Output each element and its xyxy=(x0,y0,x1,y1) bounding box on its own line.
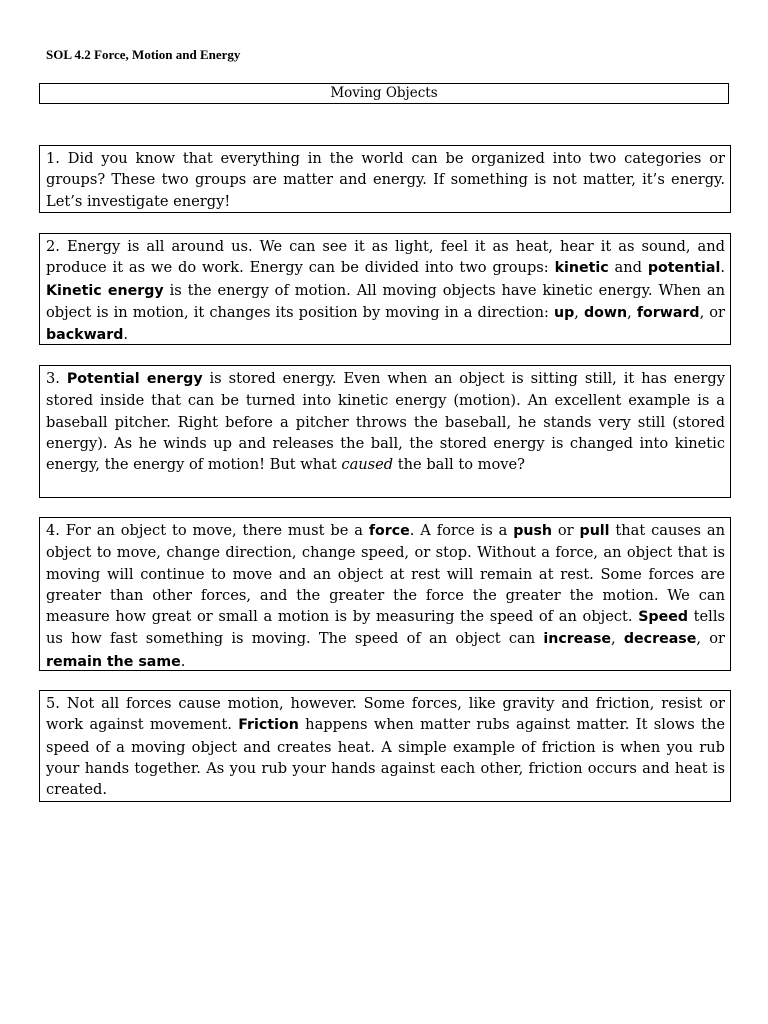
bold-term: Speed xyxy=(638,609,688,626)
paragraph-text: , xyxy=(574,303,584,321)
paragraph-text: 4. For an object to move, there must be a xyxy=(46,522,369,539)
section-5 xyxy=(39,690,731,802)
paragraph-text: or xyxy=(552,522,580,539)
paragraph-text: , or xyxy=(699,303,726,321)
bold-term: up xyxy=(554,304,575,321)
paragraph-text: 2. Energy is all around us. We can see it as light, feel it as heat, hear it as sound, and produce it as we do work. Energy can be divided into two groups: xyxy=(46,238,725,277)
section-1 xyxy=(39,145,731,213)
document-header: SOL 4.2 Force, Motion and Energy xyxy=(46,47,241,62)
bold-term: remain the same xyxy=(46,653,181,670)
bold-term: Friction xyxy=(238,717,299,734)
paragraph-text: the ball to move? xyxy=(393,456,525,474)
bold-term: decrease xyxy=(623,631,697,648)
paragraph-text: . xyxy=(720,259,725,277)
paragraph-text: . A force is a xyxy=(409,522,514,539)
paragraph-text: , or xyxy=(696,630,725,648)
paragraph-text: 5. Not all forces cause motion, however. Some forces, like gravity and friction, resist or work against movement. xyxy=(46,695,725,734)
paragraph-text: 3. xyxy=(46,370,67,387)
section-2 xyxy=(39,233,731,345)
bold-term: pull xyxy=(579,523,610,539)
paragraph-text: that causes an object to move, change direction, change speed, or stop. Without a force, an object that is moving will continue to move and an object at rest will remain at rest. Some forces are greater than other forces, and the greater the force the greater the motion. We can measure how great or small a motion is by measuring the speed of an object. xyxy=(46,522,725,626)
bold-term: force xyxy=(368,523,410,539)
bold-term: potential xyxy=(647,260,721,277)
bold-term: Potential energy xyxy=(66,371,203,387)
paragraph-text: is stored energy. Even when an object is sitting still, it has energy stored inside that can be turned into kinetic energy (motion). An excellent example is a baseball pitcher. Right before a pitcher throws the baseball, he stands very still (stored energy). As he winds up and releases the ball, the stored energy is changed into kinetic energy, the energy of motion! But what xyxy=(46,370,725,474)
paragraph-text: , xyxy=(627,303,637,321)
italic-term: caused xyxy=(341,456,394,474)
section-4 xyxy=(39,517,731,671)
bold-term: backward xyxy=(46,327,124,344)
paragraph-text: , xyxy=(611,630,624,648)
paragraph-text: 1. Did you know that everything in the world can be organized into two categories or groups? These two groups are matter and energy. If something is not matter, it’s energy. Let’s investigate energy! xyxy=(46,150,725,210)
section-3 xyxy=(39,365,731,498)
bold-term: Kinetic energy xyxy=(46,282,164,299)
bold-term: kinetic xyxy=(554,260,609,277)
paragraph-text: and xyxy=(608,259,648,277)
bold-term: push xyxy=(513,523,553,539)
paragraph-text: tells us how fast something is moving. The speed of an object can xyxy=(46,608,726,648)
paragraph-text: . xyxy=(180,652,186,670)
paragraph-text: happens when matter rubs against matter. It slows the speed of a moving object and creates heat. A simple example of friction is when you rub your hands together. As you rub your hands against each other, friction occurs and heat is created. xyxy=(46,716,726,799)
bold-term: down xyxy=(583,304,628,321)
bold-term: increase xyxy=(543,631,612,648)
page-title: Moving Objects xyxy=(39,83,729,104)
paragraph-text: is the energy of motion. All moving objects have kinetic energy. When an object is in motion, it changes its position by moving in a direction: xyxy=(46,281,725,321)
paragraph-text: . xyxy=(123,326,129,344)
bold-term: forward xyxy=(636,304,700,321)
